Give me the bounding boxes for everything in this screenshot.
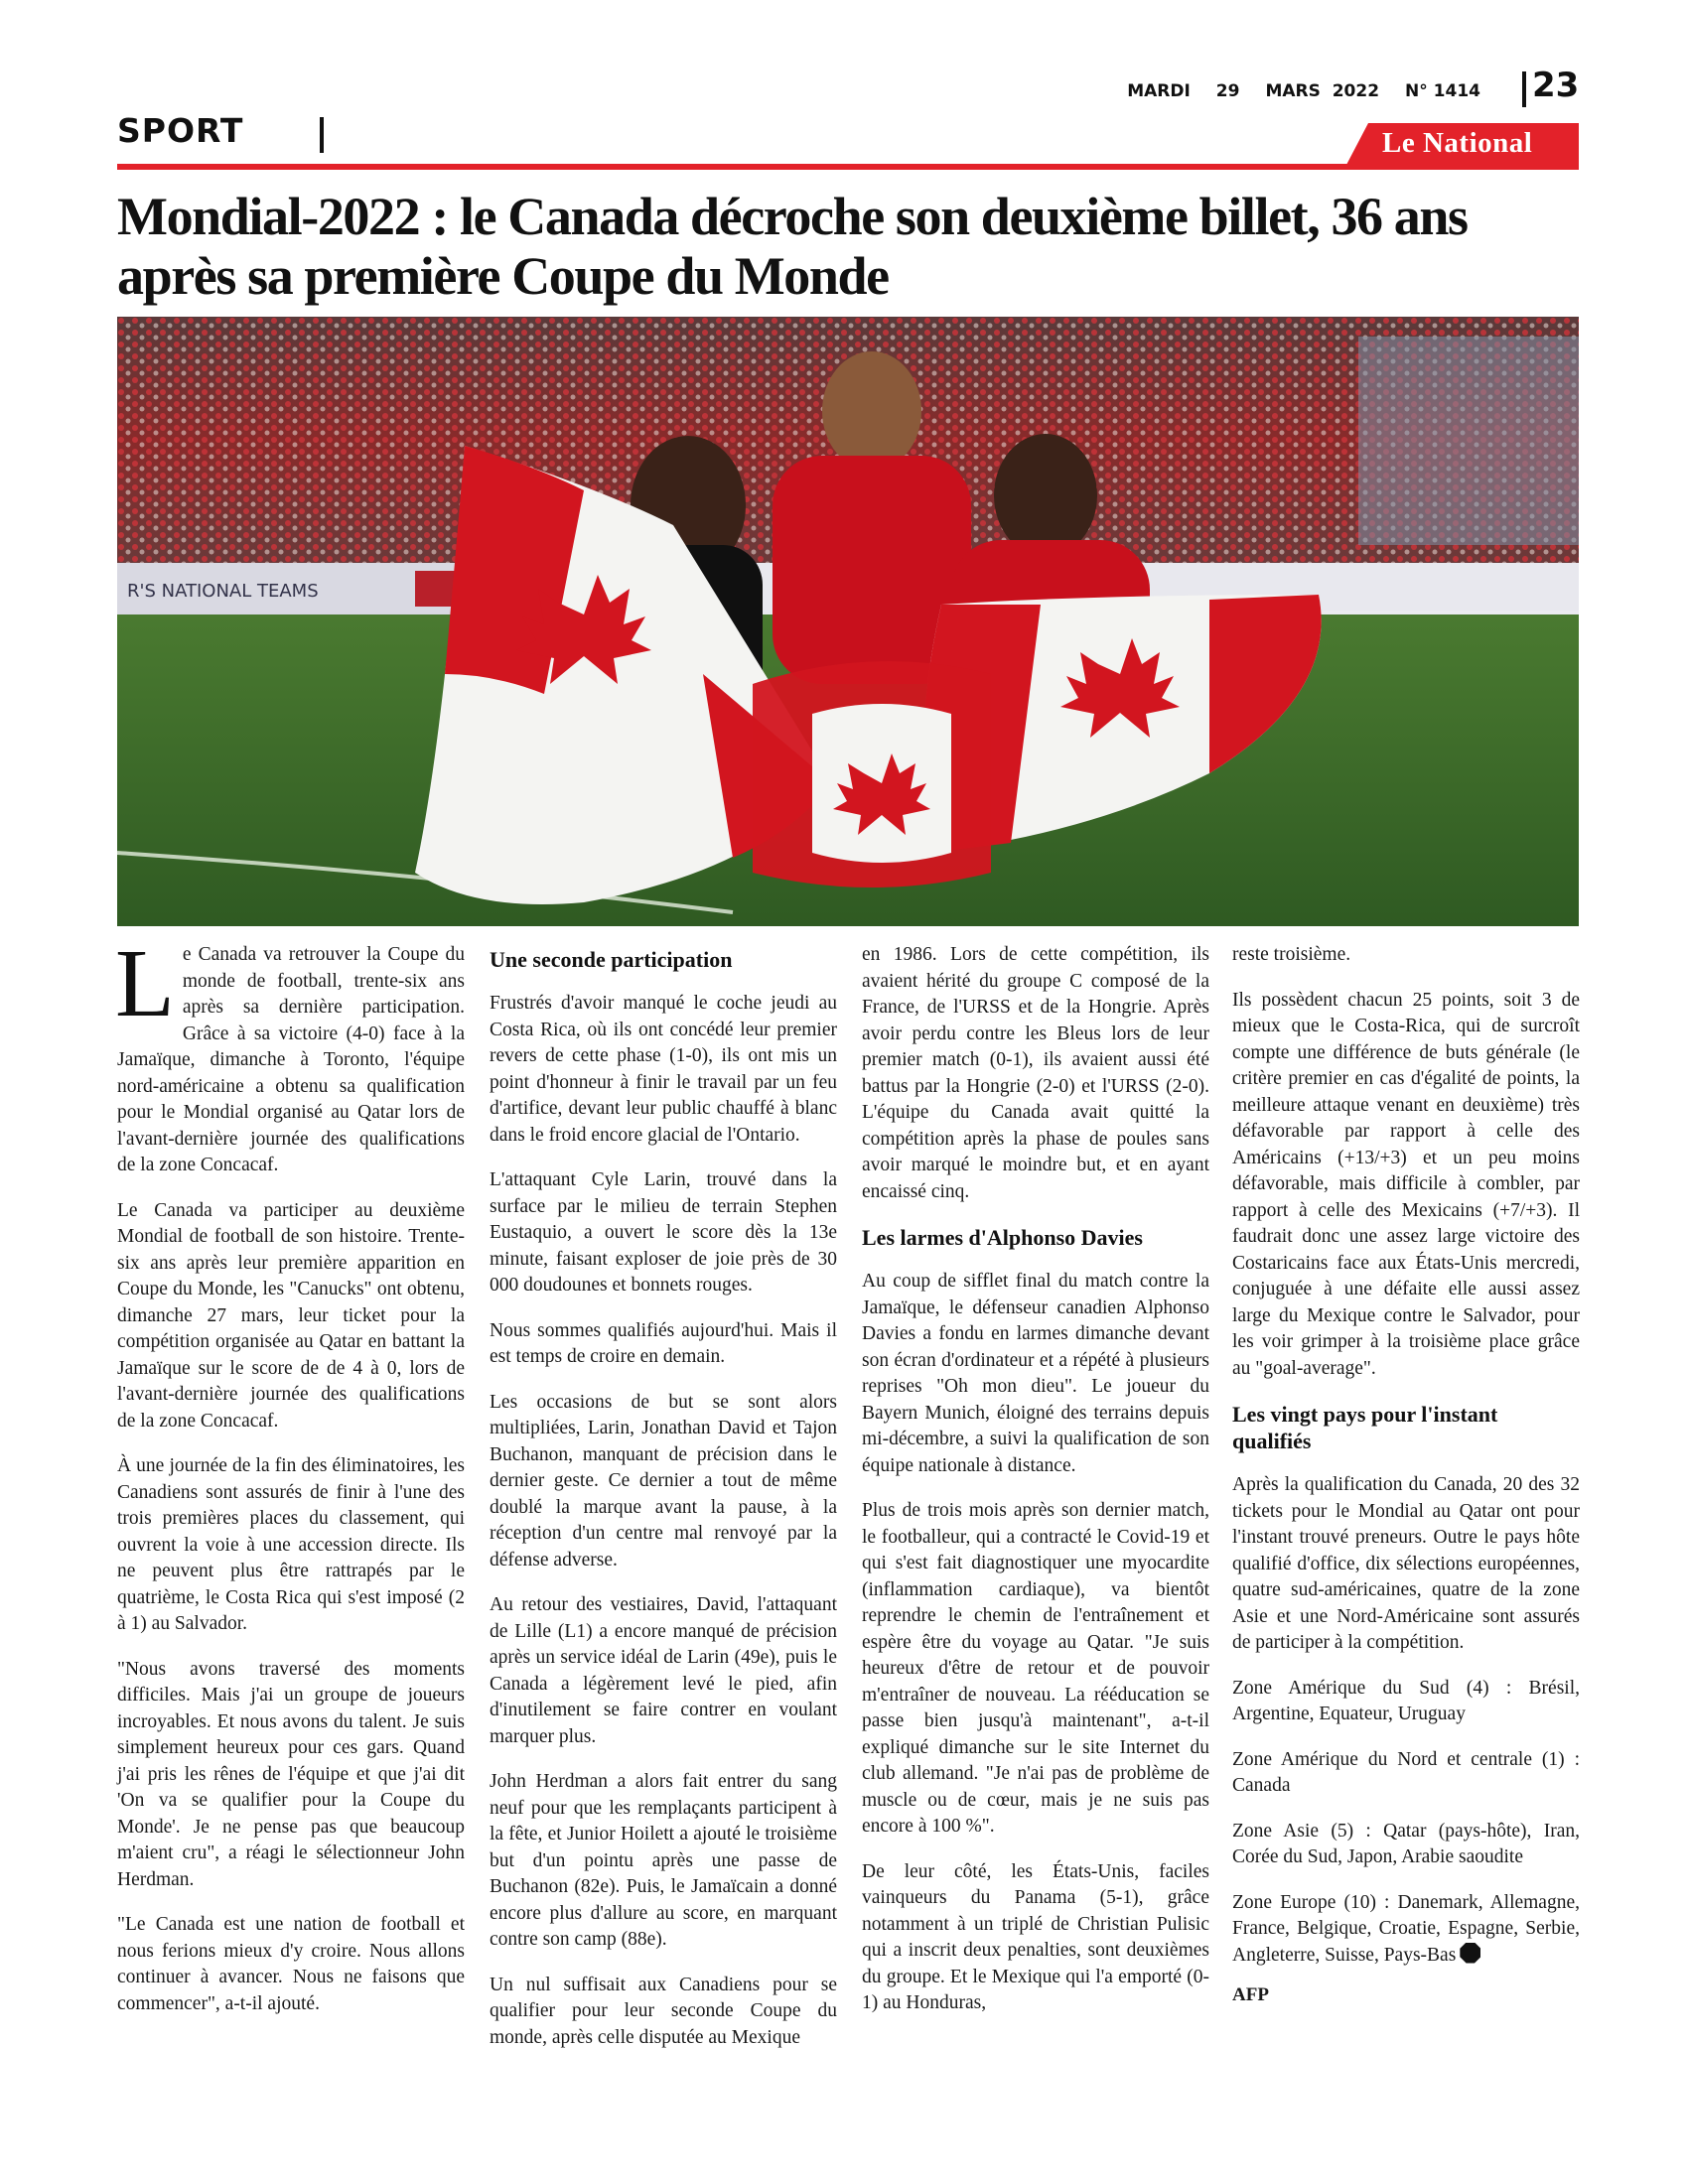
header-rule bbox=[117, 164, 1579, 170]
body-paragraph: "Le Canada est une nation de football et nous ferions mieux d'y croire. Nous allons continuer à avancer. Nous ne faisons que commencer", a-t-il ajouté. bbox=[117, 1914, 465, 2014]
subheading-vingt-pays: Les vingt pays pour l'instant qualifiés bbox=[1232, 1402, 1498, 1453]
article-credit: AFP bbox=[1232, 1984, 1269, 2005]
zone-list-item: Zone Asie (5) : Qatar (pays-hôte), Iran, Corée du Sud, Japon, Arabie saoudite bbox=[1232, 1820, 1580, 1867]
photo-board-left-text: R'S NATIONAL TEAMS bbox=[127, 581, 319, 602]
article-column-2 bbox=[490, 942, 837, 2070]
body-paragraph: Après la qualification du Canada, 20 des 32 tickets pour le Mondial au Qatar ont pour l'instant trouvé preneurs. Outre le pays hôte qualifié d'office, dix sélections européennes, quatre sud-américaines, quatre de la zone Asie et une Nord-Américaine sont assurés de participer à la compétition. bbox=[1232, 1474, 1580, 1653]
issue-date-line bbox=[1101, 81, 1480, 101]
end-of-article-icon bbox=[1460, 1943, 1480, 1964]
zone-list-item: Zone Amérique du Nord et centrale (1) : Canada bbox=[1232, 1748, 1580, 1796]
body-paragraph: en 1986. Lors de cette compétition, ils avaient hérité du groupe C composé de la France, de l'URSS et de la Hongrie. Après avoir perdu contre les Bleus lors de leur premier match (0-1), ils avaient aussi été battus par la Hongrie (2-0) et l'URSS (2-0). L'équipe du Canada avait quitté la compétition après la phase de poules sans avoir marqué le moindre but, et en ayant encaissé cinq. bbox=[862, 944, 1209, 1202]
issue-month-year: MARS 2022 bbox=[1265, 81, 1380, 101]
body-paragraph: Plus de trois mois après son dernier match, le footballeur, qui a contracté le Covid-19 et qui s'est fait diagnostiquer une myocardite (inflammation cardiaque), va bientôt reprendre le chemin de l'entraînement et espère être du voyage au Qatar. "Je suis heureux d'être de retour et de pouvoir m'entraîner de nouveau. La rééducation se passe bien jusqu'à maintenant", a-t-il expliqué dimanche sur le site Internet du club allemand. "Je n'ai pas de problème de muscle ou de cœur, mais je ne suis pas encore à 100 %". bbox=[862, 1500, 1209, 1837]
drop-cap: L bbox=[115, 930, 175, 1037]
subheading-larmes-davies: Les larmes d'Alphonso Davies bbox=[862, 1225, 1143, 1250]
issue-date-number: 29 bbox=[1215, 81, 1240, 101]
subheading-seconde-participation: Une seconde participation bbox=[490, 947, 733, 972]
article-photo bbox=[117, 317, 1579, 926]
body-paragraph: Au retour des vestiaires, David, l'attaquant de Lille (L1) a encore manqué de précision après un service idéal de Larin (49e), puis le Canada a légèrement levé le pied, afin d'inutilement se faire contrer en voulant marquer plus. bbox=[490, 1594, 837, 1747]
lead-paragraph: Le Canada va retrouver la Coupe du monde de football, trente-six ans après sa dernière participation. Grâce à sa victoire (4-0) face à la Jamaïque, dimanche à Toronto, l'équipe nord-américaine a obtenu sa qualification pour le Mondial organisé au Qatar lors de l'avant-dernière journée des qualifications de la zone Concacaf. bbox=[115, 930, 465, 1175]
article-column-3 bbox=[862, 942, 1209, 2036]
issue-number: N° 1414 bbox=[1405, 81, 1480, 101]
section-divider bbox=[320, 117, 324, 153]
body-paragraph: John Herdman a alors fait entrer du sang neuf pour que les remplaçants participent à la fête, et Junior Hoilett a ajouté le troisième but d'un pointu après une passe de Buchanon (82e). Puis, le Jamaïcain a donné encore plus d'allure au score, en marquant contre son camp (88e). bbox=[490, 1771, 837, 1950]
body-paragraph: "Nous avons traversé des moments difficiles. Mais j'ai un groupe de joueurs incroyables. Et nous avons du talent. Je suis simplement heureux pour ces gars. Quand j'ai pris les rênes de l'équipe et que j'ai dit 'On va se qualifier pour la Coupe du Monde'. Je ne pense pas que beaucoup m'aient cru", a réagi le sélectionneur John Herdman. bbox=[117, 1658, 465, 1890]
article-column-1 bbox=[115, 930, 465, 2036]
zone-list-item: Zone Europe (10) : Danemark, Allemagne, France, Belgique, Croatie, Espagne, Serbie, Angleterre, Suisse, Pays-Bas bbox=[1232, 1891, 1580, 1966]
article-column-4 bbox=[1232, 942, 1580, 2009]
body-paragraph: reste troisième. bbox=[1232, 944, 1351, 965]
body-paragraph: Nous sommes qualifiés aujourd'hui. Mais il est temps de croire en demain. bbox=[490, 1319, 837, 1367]
page-number-divider bbox=[1522, 71, 1526, 107]
body-paragraph: Un nul suffisait aux Canadiens pour se qualifier pour leur seconde Coupe du monde, après celle disputée au Mexique bbox=[490, 1974, 837, 2048]
issue-day: MARDI bbox=[1127, 81, 1191, 101]
page-number: 23 bbox=[1532, 66, 1580, 105]
zone-list-item: Zone Amérique du Sud (4) : Brésil, Argentine, Equateur, Uruguay bbox=[1232, 1677, 1580, 1724]
section-label: SPORT bbox=[117, 111, 244, 150]
body-paragraph: L'attaquant Cyle Larin, trouvé dans la surface par le milieu de terrain Stephen Eustaquio, a ouvert le score dès la 13e minute, faisant exploser de joie près de 30 000 doudounes et bonnets rouges. bbox=[490, 1169, 837, 1296]
body-paragraph: De leur côté, les États-Unis, faciles vainqueurs du Panama (5-1), grâce notamment à un triplé de Christian Pulisic qui a inscrit deux penalties, sont deuxièmes du groupe. Et le Mexique qui l'a emporté (0-1) au Honduras, bbox=[862, 1860, 1209, 2013]
body-paragraph: Au coup de sifflet final du match contre la Jamaïque, le défenseur canadien Alphonso Davies a fondu en larmes dimanche devant son écran d'ordinateur et a répété à plusieurs reprises "Oh mon dieu". Le joueur du Bayern Munich, éloigné des terrains depuis mi-décembre, a suivi la qualification de son équipe nationale à distance. bbox=[862, 1271, 1209, 1476]
article-headline: Mondial-2022 : le Canada décroche son deuxième billet, 36 ans après sa première Coupe du Monde bbox=[117, 187, 1468, 306]
body-paragraph: Les occasions de but se sont alors multipliées, Larin, Jonathan David et Tajon Buchanon, manquant de précision dans le dernier geste. Ce dernier a tout de même doublé la marque avant la pause, à la réception d'un centre mal renvoyé par la défense adverse. bbox=[490, 1391, 837, 1570]
brand-logo-text: Le National bbox=[1382, 127, 1533, 159]
body-paragraph: Frustrés d'avoir manqué le coche jeudi au Costa Rica, où ils ont concédé leur premier revers de cette phase (1-0), ils ont mis un point d'honneur à finir le travail par un feu d'artifice, devant leur public chauffé à blanc dans le froid encore glacial de l'Ontario. bbox=[490, 993, 837, 1146]
body-paragraph: Le Canada va participer au deuxième Mondial de football de son histoire. Trente-six ans après leur première apparition en Coupe du Monde, les "Canucks" ont obtenu, dimanche 27 mars, leur ticket pour la compétition organisée au Qatar en battant la Jamaïque sur le score de de 4 à 0, lors de l'avant-dernière journée des qualifications de la zone Concacaf. bbox=[117, 1199, 465, 1432]
body-paragraph: À une journée de la fin des éliminatoires, les Canadiens sont assurés de finir à l'une des trois premières places du classement, qui ouvrent la voie à une accession directe. Ils ne peuvent plus être rattrapés par le quatrième, le Costa Rica qui s'est imposé (2 à 1) au Salvador. bbox=[117, 1455, 465, 1634]
body-paragraph: Ils possèdent chacun 25 points, soit 3 de mieux que le Costa-Rica, qui de surcroît compte une différence de buts générale (le critère premier en cas d'égalité de points, la meilleure attaque venant en deuxième) très défavorable par rapport à celle des Américains (+13/+3) et un peu moins défavorable, mais difficile à combler, par rapport à celle des Mexicains (+7/+3). Il faudrait donc une assez large victoire des Costaricains face aux États-Unis mercredi, conjuguée à une défaite elle aussi assez large du Mexique contre le Salvador, pour les voir grimper à la troisième place grâce au "goal-average". bbox=[1232, 989, 1580, 1379]
